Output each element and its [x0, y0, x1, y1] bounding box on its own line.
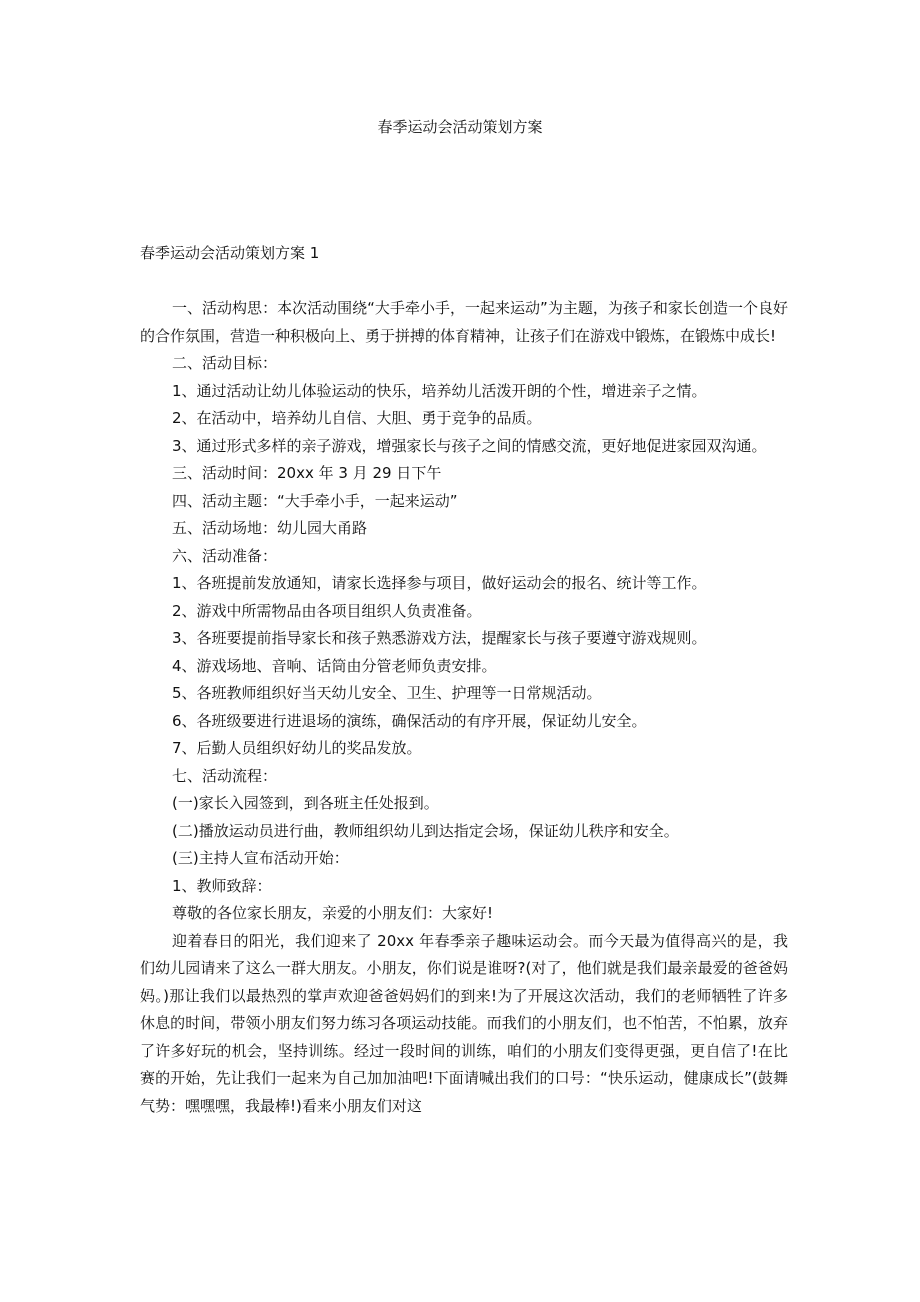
paragraph: 2、游戏中所需物品由各项目组织人负责准备。 — [172, 601, 482, 620]
paragraph: 1、教师致辞： — [172, 876, 272, 895]
paragraph: 3、通过形式多样的亲子游戏，增强家长与孩子之间的情感交流，更好地促进家园双沟通。 — [172, 436, 767, 455]
paragraph: 六、活动准备： — [172, 546, 278, 565]
paragraph: 3、各班要提前指导家长和孩子熟悉游戏方法，提醒家长与孩子要遵守游戏规则。 — [172, 629, 707, 647]
paragraph: 三、活动时间：20xx 年 3 月 29 日下午 — [172, 464, 442, 482]
paragraph: 一、活动构思：本次活动围绕“大手牵小手，一起来运动”为主题，为孩子和家长创造一个良好的合作氛围，营造一种积极向上、勇于拼搏的体育精神，让孩子们在游戏中锻炼，在锻炼中成长! — [140, 299, 788, 345]
paragraph: (二)播放运动员进行曲，教师组织幼儿到达指定会场，保证幼儿秩序和安全。 — [172, 821, 679, 840]
paragraph: 尊敬的各位家长朋友，亲爱的小朋友们：大家好! — [172, 904, 494, 922]
paragraph: 2、在活动中，培养幼儿自信、大胆、勇于竞争的品质。 — [172, 409, 542, 427]
section-title: 春季运动会活动策划方案 1 — [140, 244, 320, 262]
paragraph: 四、活动主题：“大手牵小手，一起来运动” — [172, 491, 458, 510]
paragraph: (三)主持人宣布活动开始： — [172, 849, 349, 867]
paragraph: 二、活动目标： — [172, 354, 278, 372]
page-title: 春季运动会活动策划方案 — [377, 118, 543, 136]
paragraph: (一)家长入园签到，到各班主任处报到。 — [172, 794, 439, 812]
paragraph: 迎着春日的阳光，我们迎来了 20xx 年春季亲子趣味运动会。而今天最为值得高兴的是，我们幼儿园请来了这么一群大朋友。小朋友，你们说是谁呀?(对了，他们就是我们最亲最爱的爸爸妈妈。)那让我们以最热烈的掌声欢迎爸爸妈妈们的到来!为了开展这次活动，我们的老师牺牲了许多休息的时间，带领小朋友们努力练习各项运动技能。而我们的小朋友们，也不怕苦，不怕累，放弃了许多好玩的机会，坚持训练。经过一段时间的训练，咱们的小朋友们变得更强，更自信了!在比赛的开始，先让我们一起来为自己加加油吧!下面请喊出我们的口号：“快乐运动，健康成长”(鼓舞气势：嘿嘿嘿，我最棒!)看来小朋友们对这 — [140, 931, 788, 1115]
paragraph: 七、活动流程： — [172, 766, 278, 785]
paragraph: 6、各班级要进行进退场的演练，确保活动的有序开展，保证幼儿安全。 — [172, 711, 647, 730]
paragraph: 五、活动场地：幼儿园大甬路 — [172, 519, 368, 537]
paragraph: 1、各班提前发放通知，请家长选择参与项目，做好运动会的报名、统计等工作。 — [172, 574, 707, 592]
paragraph: 4、游戏场地、音响、话筒由分管老师负责安排。 — [172, 656, 497, 675]
paragraph: 1、通过活动让幼儿体验运动的快乐，培养幼儿活泼开朗的个性，增进亲子之情。 — [172, 381, 707, 400]
paragraph: 7、后勤人员组织好幼儿的奖品发放。 — [172, 739, 422, 757]
document-body — [140, 295, 788, 1120]
paragraph: 5、各班教师组织好当天幼儿安全、卫生、护理等一日常规活动。 — [172, 684, 602, 702]
